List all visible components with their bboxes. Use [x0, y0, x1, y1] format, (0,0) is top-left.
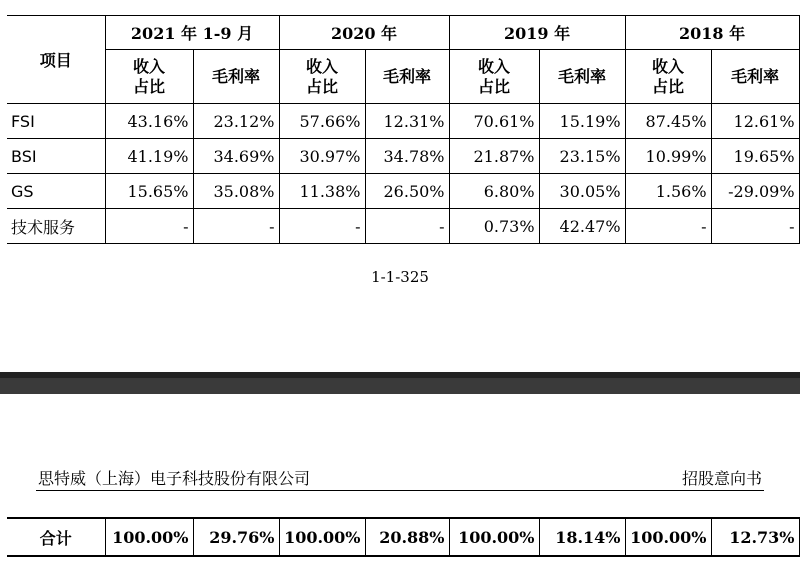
revenue-share-line1: 收入 [305, 56, 338, 76]
table-cell: 12.31% [365, 104, 449, 139]
total-cell: 29.76% [193, 518, 279, 556]
table-cell: 30.97% [279, 139, 365, 174]
revenue-share-header [625, 50, 711, 104]
total-cell: 12.73% [711, 518, 799, 556]
table-row [7, 174, 799, 209]
page-number: 1-1-325 [371, 268, 429, 286]
revenue-share-header [449, 50, 539, 104]
revenue-share-line1: 收入 [652, 56, 685, 76]
table-cell: 43.16% [105, 104, 193, 139]
total-cell: 20.88% [365, 518, 449, 556]
company-name: 思特威（上海）电子科技股份有限公司 [38, 469, 311, 488]
table-cell: 12.61% [711, 104, 799, 139]
table-cell: 70.61% [449, 104, 539, 139]
header-rule [36, 490, 764, 491]
total-label: 合计 [7, 518, 105, 556]
revenue-share-line2: 占比 [478, 76, 511, 96]
table-cell: - [625, 209, 711, 244]
gross-margin-table [7, 15, 800, 244]
table-cell: 41.19% [105, 139, 193, 174]
table-cell: 57.66% [279, 104, 365, 139]
table-cell: 1.56% [625, 174, 711, 209]
total-cell: 100.00% [449, 518, 539, 556]
table-cell: 6.80% [449, 174, 539, 209]
page-break-shadow [0, 372, 800, 378]
table-cell: 21.87% [449, 139, 539, 174]
table-cell: 11.38% [279, 174, 365, 209]
row-label: 技术服务 [7, 209, 105, 244]
year-header: 2020 年 [279, 16, 449, 50]
table-cell: 34.69% [193, 139, 279, 174]
total-cell: 100.00% [279, 518, 365, 556]
table-cell: - [105, 209, 193, 244]
year-header: 2021 年 1-9 月 [105, 16, 279, 50]
gross-margin-header: 毛利率 [711, 50, 799, 104]
revenue-share-line2: 占比 [305, 76, 338, 96]
revenue-share-line1: 收入 [132, 56, 165, 76]
table-row [7, 209, 799, 244]
table-cell: - [711, 209, 799, 244]
revenue-share-header [105, 50, 193, 104]
revenue-share-line2: 占比 [132, 76, 165, 96]
table-cell: - [365, 209, 449, 244]
item-header: 项目 [7, 16, 105, 104]
revenue-share-line1: 收入 [478, 56, 511, 76]
table-row [7, 139, 799, 174]
table-cell: 30.05% [539, 174, 625, 209]
table-row [7, 104, 799, 139]
row-label: BSI [7, 139, 105, 174]
year-header: 2019 年 [449, 16, 625, 50]
table-cell: 15.65% [105, 174, 193, 209]
table-cell: 87.45% [625, 104, 711, 139]
table-cell: 23.12% [193, 104, 279, 139]
row-label: FSI [7, 104, 105, 139]
table-cell: 10.99% [625, 139, 711, 174]
table-cell: - [193, 209, 279, 244]
year-header: 2018 年 [625, 16, 799, 50]
revenue-share-header [279, 50, 365, 104]
table-cell: 42.47% [539, 209, 625, 244]
table-cell: -29.09% [711, 174, 799, 209]
total-table [7, 517, 800, 557]
table-cell: 26.50% [365, 174, 449, 209]
table-cell: 35.08% [193, 174, 279, 209]
total-cell: 100.00% [625, 518, 711, 556]
gross-margin-header: 毛利率 [365, 50, 449, 104]
table-cell: 15.19% [539, 104, 625, 139]
gross-margin-header: 毛利率 [539, 50, 625, 104]
table-cell: 34.78% [365, 139, 449, 174]
table-cell: 23.15% [539, 139, 625, 174]
total-cell: 18.14% [539, 518, 625, 556]
row-label: GS [7, 174, 105, 209]
gross-margin-header: 毛利率 [193, 50, 279, 104]
table-cell: 19.65% [711, 139, 799, 174]
total-row [7, 518, 799, 556]
total-cell: 100.00% [105, 518, 193, 556]
document-type: 招股意向书 [681, 469, 762, 488]
revenue-share-line2: 占比 [652, 76, 685, 96]
table-cell: 0.73% [449, 209, 539, 244]
table-cell: - [279, 209, 365, 244]
